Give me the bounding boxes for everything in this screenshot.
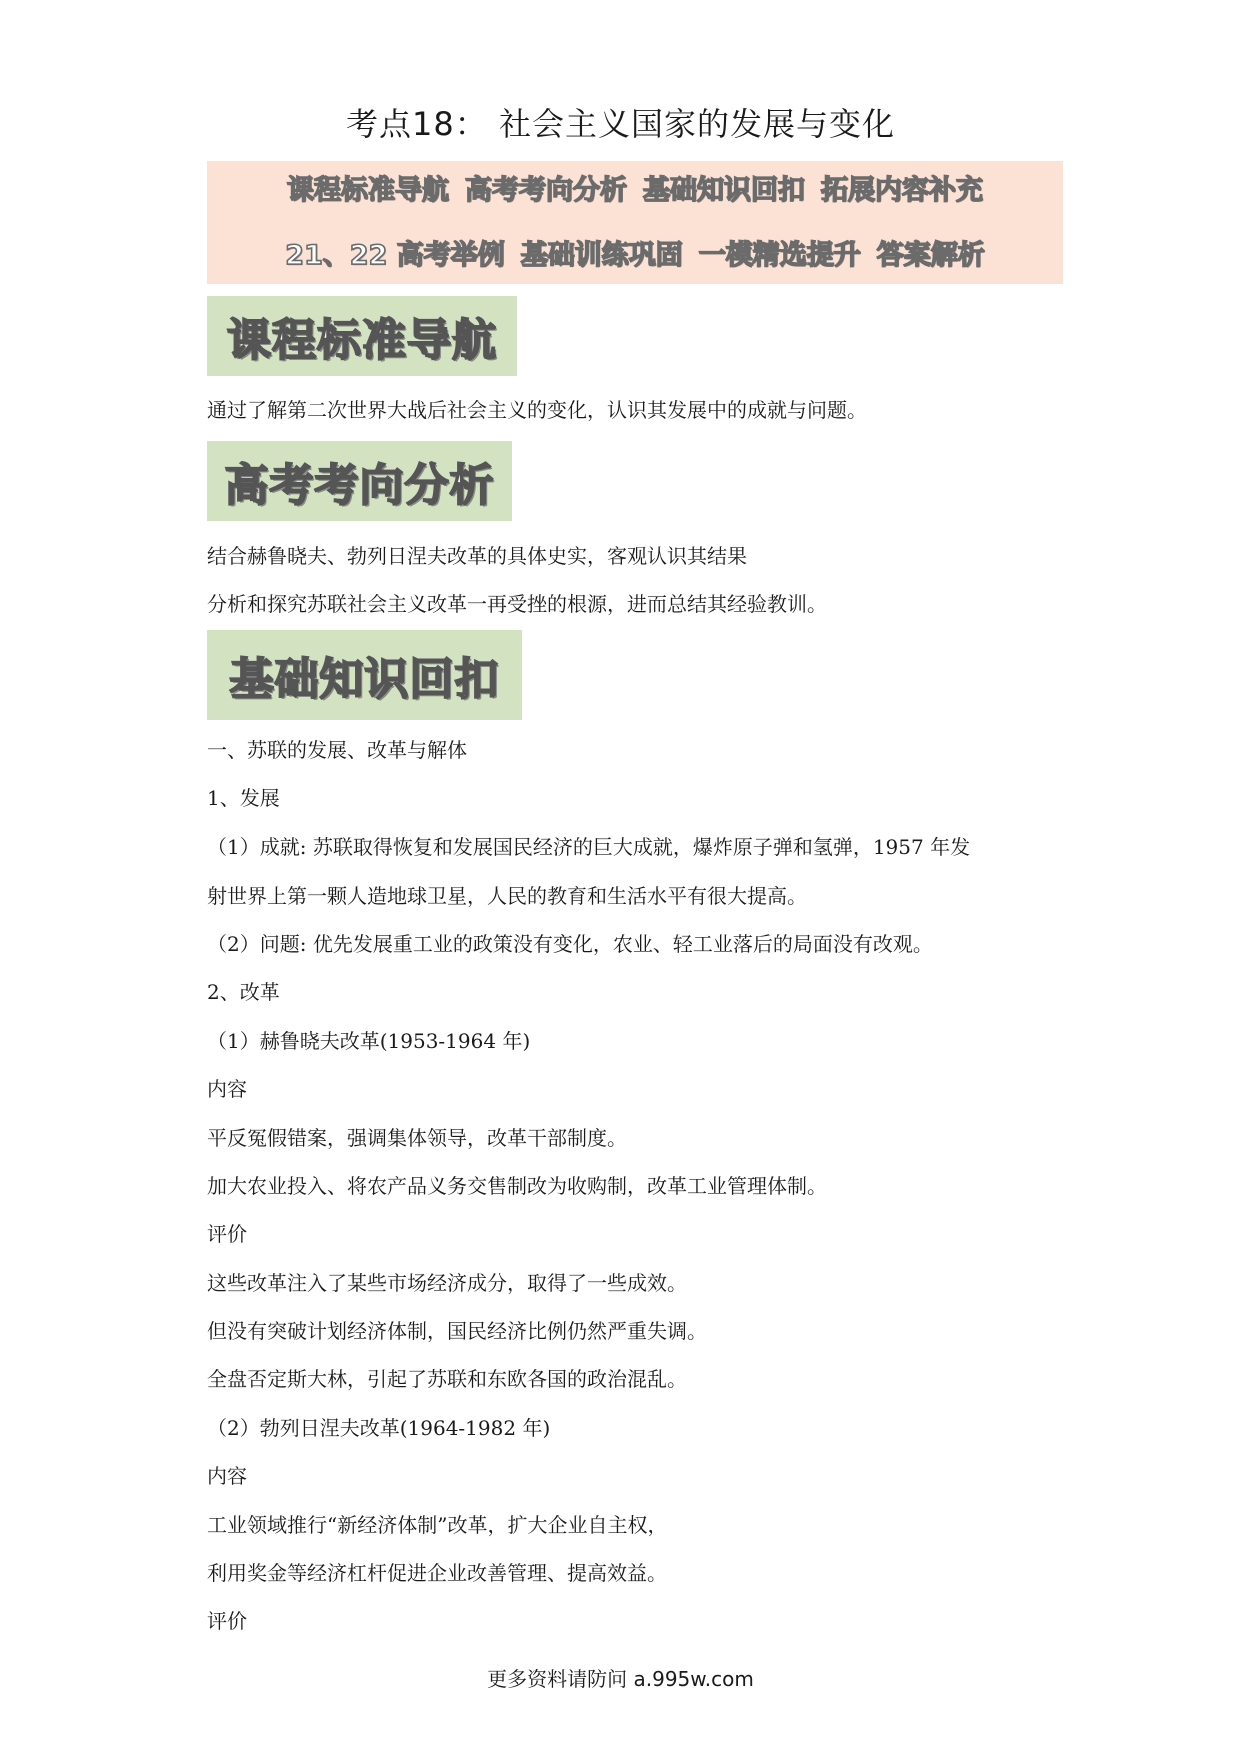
nav-link-basic-training[interactable]: 基础训练巩固 bbox=[520, 240, 683, 271]
basics-line: 加大农业投入、将农产品义务交售制改为收购制，改革工业管理体制。 bbox=[207, 1174, 827, 1198]
page-title: 考点18： 社会主义国家的发展与变化 bbox=[346, 105, 895, 143]
basics-line: 但没有突破计划经济体制，国民经济比例仍然严重失调。 bbox=[207, 1319, 707, 1343]
section-header-analysis bbox=[207, 441, 512, 521]
nav-link-answers[interactable]: 答案解析 bbox=[876, 240, 985, 271]
basics-line: 工业领域推行“新经济体制”改革，扩大企业自主权， bbox=[207, 1513, 668, 1537]
section-header-basics bbox=[207, 630, 522, 720]
analysis-line: 结合赫鲁晓夫、勃列日涅夫改革的具体史实，客观认识其结果 bbox=[207, 544, 747, 568]
basics-line: （1）成就: 苏联取得恢复和发展国民经济的巨大成就，爆炸原子弹和氢弹，1957 年发 bbox=[207, 835, 971, 859]
section-header-basics-label: 基础知识回扣 bbox=[229, 654, 500, 705]
basics-line: 内容 bbox=[207, 1464, 247, 1488]
basics-line: （2）问题: 优先发展重工业的政策没有变化，农业、轻工业落后的局面没有改观。 bbox=[207, 932, 933, 956]
nav-link-basics[interactable]: 基础知识回扣 bbox=[643, 175, 805, 206]
nav-link-analysis[interactable]: 高考考向分析 bbox=[465, 175, 627, 206]
basics-line: 平反冤假错案，强调集体领导，改革干部制度。 bbox=[207, 1126, 627, 1150]
standard-text: 通过了解第二次世界大战后社会主义的变化，认识其发展中的成就与问题。 bbox=[207, 398, 867, 422]
nav-row-2 bbox=[207, 238, 1063, 274]
basics-line: 全盘否定斯大林，引起了苏联和东欧各国的政治混乱。 bbox=[207, 1367, 687, 1391]
basics-line: 射世界上第一颗人造地球卫星，人民的教育和生活水平有很大提高。 bbox=[207, 884, 807, 908]
footer-link[interactable]: 更多资料请防问 a.995w.com bbox=[487, 1667, 754, 1691]
basics-line: 2、改革 bbox=[207, 980, 280, 1004]
section-header-standard bbox=[207, 296, 517, 376]
nav-link-extension[interactable]: 拓展内容补充 bbox=[821, 175, 983, 206]
section-header-standard-label: 课程标准导航 bbox=[227, 315, 497, 366]
basics-line: 1、发展 bbox=[207, 786, 280, 810]
basics-line: 评价 bbox=[207, 1222, 247, 1246]
analysis-line: 分析和探究苏联社会主义改革一再受挫的根源，进而总结其经验教训。 bbox=[207, 592, 827, 616]
basics-line: 内容 bbox=[207, 1077, 247, 1101]
basics-line: 这些改革注入了某些市场经济成分，取得了一些成效。 bbox=[207, 1271, 687, 1295]
basics-line: （2）勃列日涅夫改革(1964-1982 年) bbox=[207, 1416, 551, 1440]
basics-line: 评价 bbox=[207, 1609, 247, 1633]
nav-link-exam-examples[interactable]: 21、22 高考举例 bbox=[285, 240, 505, 271]
section-header-analysis-label: 高考考向分析 bbox=[224, 460, 495, 511]
basics-line: 利用奖金等经济杠杆促进企业改善管理、提高效益。 bbox=[207, 1561, 667, 1585]
basics-heading: 一、苏联的发展、改革与解体 bbox=[207, 738, 467, 762]
nav-link-mock-selection[interactable]: 一模精选提升 bbox=[698, 240, 861, 271]
basics-line: （1）赫鲁晓夫改革(1953-1964 年) bbox=[207, 1029, 531, 1053]
nav-row-1 bbox=[207, 173, 1063, 209]
navigation-panel bbox=[207, 161, 1063, 284]
nav-link-standard[interactable]: 课程标准导航 bbox=[287, 175, 449, 206]
